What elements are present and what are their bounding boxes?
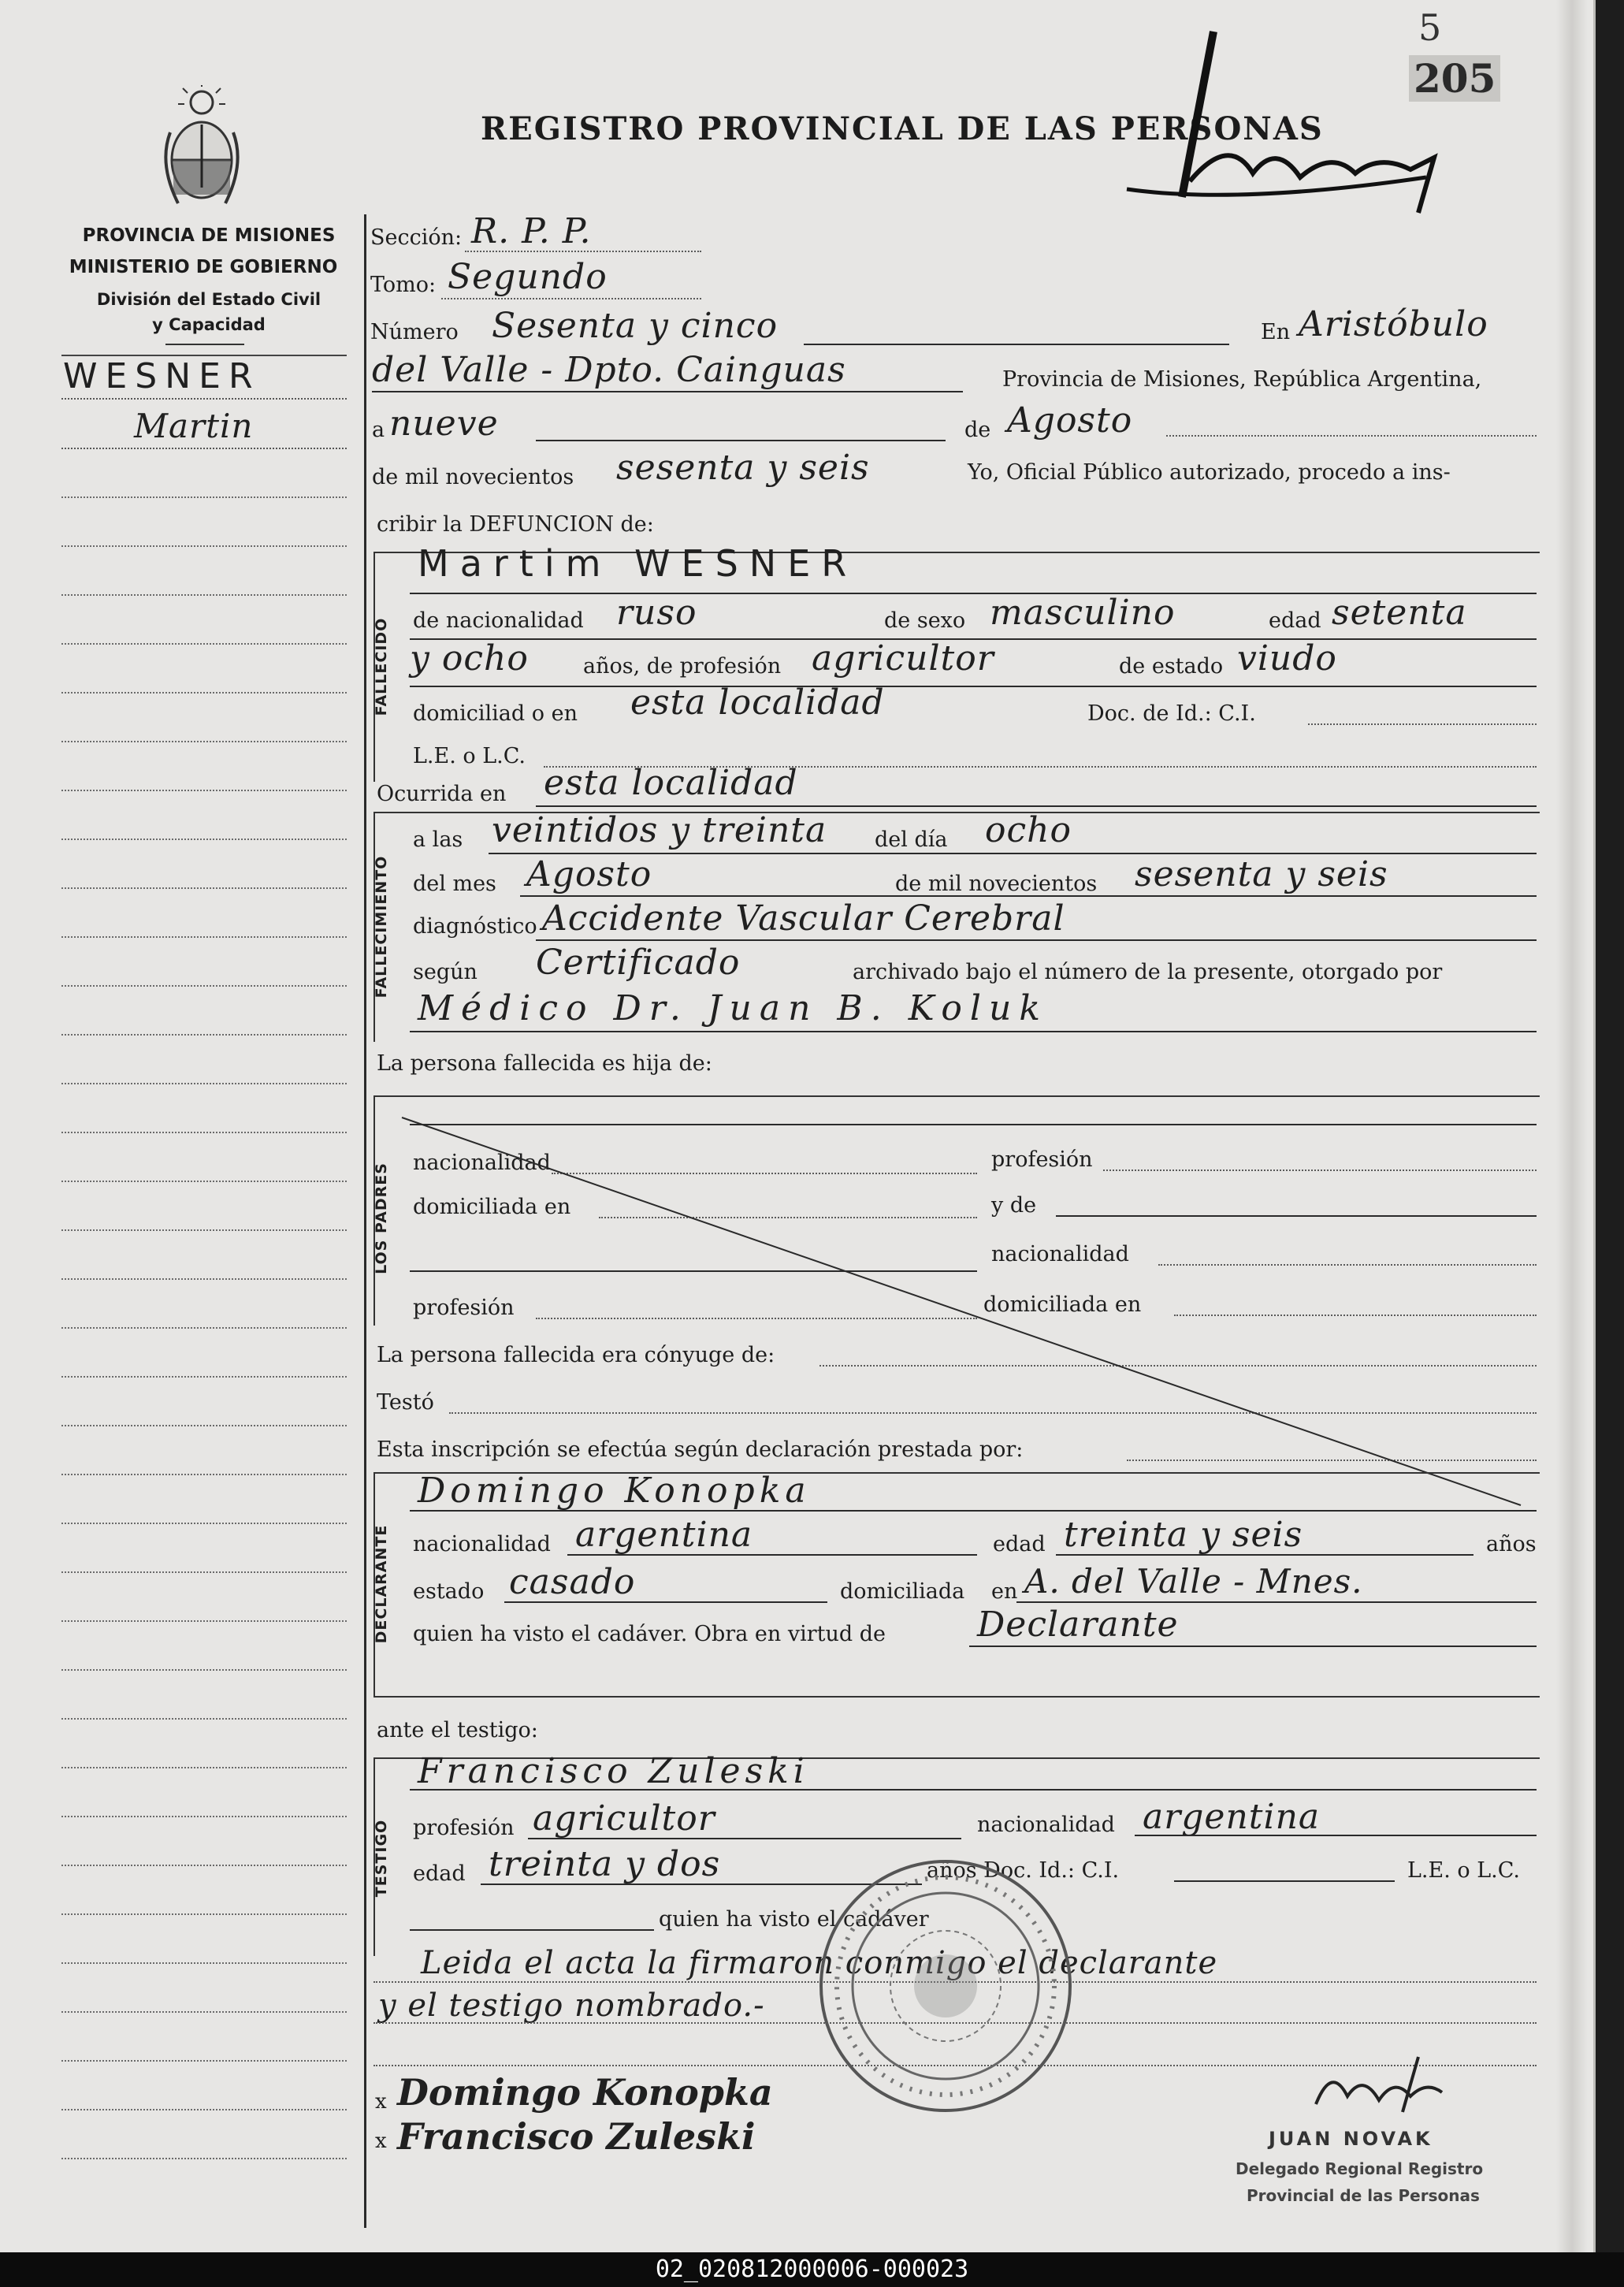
fallecido-anos-profesion-label: años, de profesión [583,654,782,679]
fallecido-doc-label: Doc. de Id.: C.I. [1087,701,1256,726]
fallecido-domicilio-label: domiciliad o en [413,701,578,726]
padres-profesion-label-2: profesión [413,1296,515,1320]
declarante-name-line [410,1510,1537,1512]
segun-label: según [413,960,478,984]
cancellation-stroke [394,1111,1529,1513]
coat-of-arms-icon [154,85,249,211]
declarante-obra-line [969,1646,1537,1647]
declarante-nacionalidad-value: argentina [575,1515,753,1555]
padres-intro: La persona fallecida es hija de: [377,1051,712,1076]
fallecido-domicilio-value: esta localidad [630,682,885,723]
testigo-visto-text: quien ha visto el cadáver [659,1907,929,1932]
place-value: del Valle - Dpto. Cainguas [372,350,846,390]
padres-y-de-label: y de [991,1193,1037,1218]
mes-value: Agosto [526,854,652,894]
margin-line [61,692,347,694]
fallecido-sexo-label: de sexo [884,608,966,633]
mes-label: del mes [413,872,496,896]
margin-line [61,1425,347,1426]
declarante-estado-label: estado [413,1579,485,1604]
official-seal-stamp [812,1852,1080,2120]
margin-line [61,2011,347,2013]
margin-given-name: Martin [134,407,254,445]
margin-line [61,887,347,889]
day-value: nueve [389,403,499,444]
testigo-doc-line [1174,1880,1395,1882]
image-code: 02_020812000006-000023 [655,2255,969,2283]
margin-line [61,398,347,400]
margin-line [61,545,347,547]
a-label: a [372,418,385,442]
testigo-profesion-label: profesión [413,1816,515,1840]
official-title-2: Provincial de las Personas [1247,2186,1480,2205]
column-divider [364,214,366,2228]
closing-line-1: Leida el acta la firmaron conmigo el declarante [421,1945,1218,1981]
month-value: Agosto [1007,400,1133,441]
fallecido-sexo-value: masculino [990,593,1176,633]
diagnostico-value: Accidente Vascular Cerebral [542,898,1065,939]
page-binding [1556,0,1588,2252]
fallecido-section-label: FALLECIDO [373,617,390,716]
declarante-obra-value: Declarante [977,1605,1179,1645]
padres-profesion-label: profesión [991,1147,1093,1172]
segun-value: Certificado [536,943,741,983]
padres-nacionalidad-label-2: nacionalidad [991,1242,1129,1266]
de-label: de [964,418,991,442]
hora-label: a las [413,827,463,852]
seccion-line [465,251,701,252]
testigo-nacionalidad-label: nacionalidad [977,1813,1115,1837]
declarante-domicilio-line [1016,1601,1537,1603]
diagnostico-line [536,939,1537,941]
year-prefix: de mil novecientos [372,465,574,489]
margin-line [61,1962,347,1964]
fallecido-nacionalidad-label: de nacionalidad [413,608,584,633]
margin-line [61,1229,347,1231]
numero-line [804,344,1229,345]
signature-mark-x2: x [375,2129,387,2153]
inscripcion-text: Esta inscripción se efectúa según declaración prestada por: [377,1437,1024,1462]
padres-domiciliada-label: domiciliada en [413,1195,571,1219]
fallecido-doc-line [1308,723,1537,725]
dia-label: del día [875,827,948,852]
document-title: REGISTRO PROVINCIAL DE LAS PERSONAS [481,110,1324,147]
testigo-nacionalidad-value: argentina [1143,1797,1321,1837]
declarante-domiciliada-label: domiciliada [840,1579,965,1604]
testigo-edad-value: treinta y dos [489,1844,721,1884]
seccion-label: Sección: [370,225,463,250]
margin-line [61,2060,347,2062]
fallecido-profesion-value: agricultor [812,638,994,679]
hora-value: veintidos y treinta [492,810,827,850]
signature-mark-x1: x [375,2090,387,2114]
numero-label: Número [370,320,459,344]
declarante-edad-value: treinta y seis [1064,1515,1303,1555]
official-name: JUAN NOVAK [1269,2128,1433,2150]
margin-line [61,594,347,596]
page-number: 5 [1418,6,1442,49]
official-title-1: Delegado Regional Registro [1236,2159,1484,2178]
folio-number: 205 [1409,55,1500,102]
dia-value: ocho [985,810,1072,850]
fallecido-nacionalidad-value: ruso [616,593,697,633]
margin-line [61,1620,347,1622]
declarante-name: Domingo Konopka [418,1471,811,1511]
fallecido-name: Martim WESNER [418,542,858,585]
official-text: Yo, Oficial Público autorizado, procedo a ins- [968,460,1451,485]
testigo-section-label: TESTIGO [373,1819,390,1898]
fallecimiento-section-label: FALLECIMIENTO [373,855,390,998]
margin-line [61,1816,347,1817]
testigo-profesion-value: agricultor [533,1798,715,1839]
margin-line [61,839,347,840]
tomo-value: Segundo [448,257,608,297]
margin-line [61,1181,347,1182]
testigo-anos-doc-label: años Doc. Id.: C.I. [927,1858,1120,1883]
en-label: En [1261,320,1291,344]
en-value: Aristóbulo [1299,304,1488,344]
testigo-name: Francisco Zuleski [418,1751,809,1791]
ministry-name: MINISTERIO DE GOBIERNO [69,257,338,277]
margin-line [61,1718,347,1720]
fallecido-estado-label: de estado [1119,654,1224,679]
testigo-nacionalidad-line [1135,1835,1537,1836]
margin-line [61,643,347,645]
margin-line [61,1474,347,1475]
ocurrida-label: Ocurrida en [377,782,507,806]
tomo-line [441,298,701,299]
margin-line [61,1034,347,1036]
margin-line [61,448,347,449]
province-name: PROVINCIA DE MISIONES [82,225,336,246]
declarante-section-label: DECLARANTE [373,1524,390,1644]
declarante-signature: Domingo Konopka [397,2071,773,2114]
testigo-edad-label: edad [413,1861,466,1886]
division-line-2: y Capacidad [152,315,266,334]
margin-surname: WESNER [63,356,261,396]
testigo-profesion-line [528,1838,961,1839]
inscribir-text: cribir la DEFUNCION de: [377,512,654,537]
margin-line [61,1376,347,1378]
margin-line [61,1327,347,1329]
margin-line [61,1865,347,1866]
ocurrida-line [536,805,1537,807]
margin-line [61,936,347,938]
fallecido-estado-value: viudo [1237,638,1337,679]
margin-line [61,1278,347,1280]
province-text: Provincia de Misiones, República Argentina, [1002,367,1482,392]
mes-line [520,895,1537,897]
margin-line [61,1669,347,1671]
fallecido-edad-value: setenta [1332,593,1467,633]
padres-nacionalidad-label: nacionalidad [413,1151,551,1175]
testo-label: Testó [377,1390,434,1415]
margin-line [61,1913,347,1915]
archivado-text: archivado bajo el número de la presente, otorgado por [853,960,1443,984]
margin-line [61,985,347,987]
padres-section-label: LOS PADRES [373,1162,390,1274]
tomo-label: Tomo: [370,273,437,297]
declarante-en-label: en [991,1579,1018,1604]
margin-line [61,2158,347,2159]
closing-line-2: y el testigo nombrado.- [378,1988,765,2024]
anio-value: sesenta y seis [1135,854,1388,894]
margin-line [61,2109,347,2110]
padres-domiciliada-label-2: domiciliada en [983,1292,1142,1317]
year-value: sesenta y seis [616,448,870,488]
day-line [536,440,946,441]
fallecido-line-3 [410,686,1537,687]
division-underline [165,344,244,345]
margin-line [61,1132,347,1133]
declarante-visto-text: quien ha visto el cadáver. Obra en virtud de [413,1622,886,1646]
testigo-le-label: L.E. o L.C. [1407,1858,1521,1883]
place-line [372,391,963,392]
medico-line [410,1031,1537,1032]
declarante-edad-line [1056,1554,1473,1556]
margin-line [61,790,347,791]
anio-label: de mil novecientos [895,872,1098,896]
division-line-1: División del Estado Civil [96,290,321,309]
seccion-value: R. P. P. [471,211,592,251]
margin-line [61,1571,347,1573]
declarante-estado-line [504,1601,827,1603]
testigo-signature: Francisco Zuleski [397,2115,756,2158]
medico-value: Médico Dr. Juan B. Koluk [418,988,1048,1028]
margin-line [61,496,347,498]
testigo-name-line [410,1789,1537,1791]
official-signature [1300,2049,1458,2120]
fallecido-edad-label: edad [1269,608,1321,633]
declarante-domicilio-value: A. del Valle - Mnes. [1024,1562,1363,1601]
margin-line [61,741,347,742]
margin-line [61,1767,347,1768]
ocurrida-value: esta localidad [544,763,798,803]
conyuge-label: La persona fallecida era cónyuge de: [377,1343,775,1367]
official-mark-signature [1095,24,1458,229]
declarante-nacionalidad-line [567,1554,977,1556]
numero-value: Sesenta y cinco [492,306,779,346]
declarante-edad-label: edad [993,1532,1046,1556]
diagnostico-label: diagnóstico [413,914,537,939]
declarante-anos-label: años [1486,1532,1537,1556]
declarante-nacionalidad-label: nacionalidad [413,1532,551,1556]
ante-testigo-label: ante el testigo: [377,1718,538,1742]
margin-line [61,1083,347,1084]
fallecido-edad-value-2: y ocho [410,638,529,679]
declarante-estado-value: casado [509,1562,636,1602]
fallecido-le-label: L.E. o L.C. [413,744,526,768]
margin-line [61,1523,347,1524]
testigo-visto-line [410,1929,654,1931]
month-line [1166,435,1537,437]
